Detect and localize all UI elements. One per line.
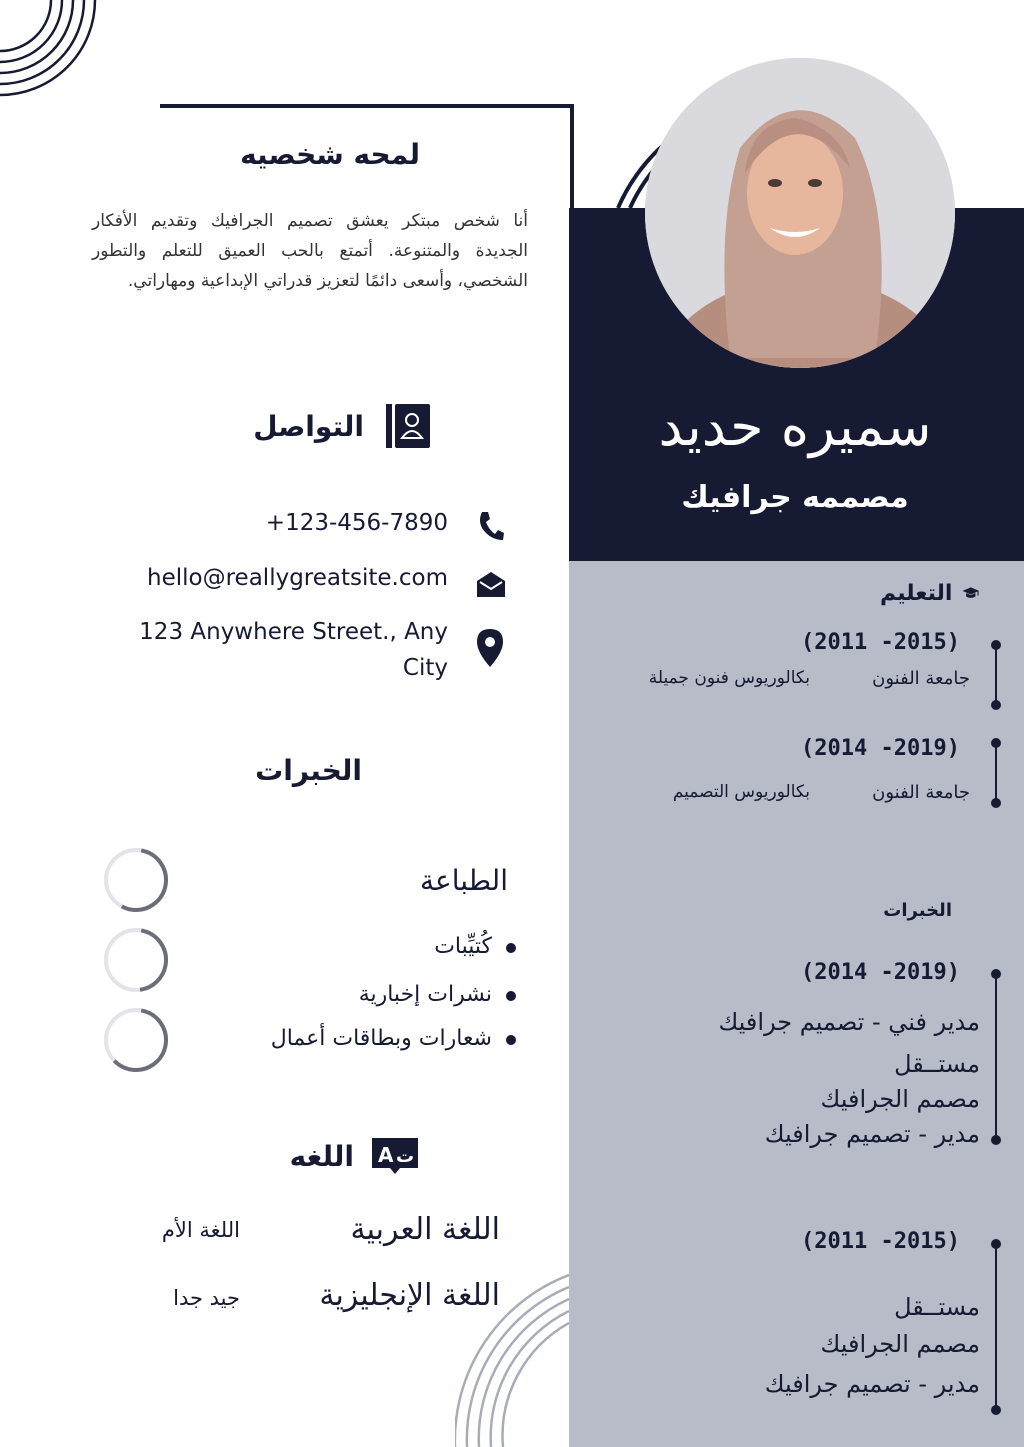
experience-line: مدير - تصميم جرافيك — [764, 1120, 980, 1148]
education-period: (2014 -2019) — [801, 736, 960, 761]
skill-ring-level — [101, 845, 171, 915]
education-school: جامعة الفنون — [872, 668, 970, 689]
skill-ring-level — [101, 925, 171, 995]
skill-item: كُتيِّبات — [200, 934, 516, 959]
education-degree: بكالوريوس فنون جميلة — [648, 668, 810, 688]
language-name: اللغة الإنجليزية — [319, 1278, 500, 1313]
experience-line: مستــقل — [894, 1050, 980, 1078]
experience-line: مدير - تصميم جرافيك — [764, 1370, 980, 1398]
education-school: جامعة الفنون — [872, 782, 970, 803]
contact-heading: التواصل — [240, 402, 430, 450]
translate-icon — [370, 1136, 420, 1176]
experience-line: مستــقل — [894, 1293, 980, 1321]
person-name: سميره حديد — [658, 395, 932, 458]
job-title: مصممه جرافيك — [681, 480, 909, 515]
education-period: (2011 -2015) — [801, 630, 960, 655]
svg-text:A: A — [378, 1143, 394, 1167]
experience-heading: الخبرات — [883, 900, 952, 921]
skill-ring-level — [101, 1005, 171, 1075]
timeline-experience-1 — [988, 966, 1004, 1150]
experience-line: مصمم الجرافيك — [820, 1085, 980, 1113]
svg-text:ت: ت — [396, 1146, 415, 1167]
phone-icon — [478, 510, 504, 542]
graduation-cap-icon — [962, 578, 980, 608]
profile-text: أنا شخص مبتكر يعشق تصميم الجرافيك وتقديم الأفكار الجديدة والمتنوعة. أتمتع بالحب العميق للتعلم والتطور الشخصي، وأسعى دائمًا لتعزيز قدراتي الإبداعية ومهاراتي. — [92, 211, 528, 291]
decor-arcs-top-left — [0, 0, 100, 100]
skill-item: نشرات إخبارية — [200, 982, 516, 1007]
experience-period: (2014 -2019) — [801, 960, 960, 985]
phone-text[interactable]: +123-456-7890 — [265, 510, 448, 536]
language-level: اللغة الأم — [161, 1218, 240, 1242]
timeline-education-1 — [988, 638, 1004, 714]
education-heading: التعليم — [880, 578, 980, 608]
profile-title: لمحه شخصيه — [240, 138, 420, 171]
language-name: اللغة العربية — [350, 1212, 500, 1247]
timeline-experience-2 — [988, 1236, 1004, 1420]
skills-category: الطباعة — [420, 864, 508, 897]
timeline-education-2 — [988, 736, 1004, 812]
frame-line-vertical — [570, 104, 574, 224]
skills-heading: الخبرات — [255, 754, 362, 787]
skill-level-rings — [100, 844, 174, 1076]
profile-photo — [645, 58, 955, 368]
education-degree: بكالوريوس التصميم — [672, 782, 810, 802]
contact-book-icon — [386, 402, 430, 450]
envelope-icon — [476, 570, 506, 598]
experience-period: (2011 -2015) — [801, 1229, 960, 1254]
location-pin-icon — [476, 628, 504, 668]
language-level: جيد جدا — [173, 1286, 240, 1310]
experience-line: مصمم الجرافيك — [820, 1330, 980, 1358]
language-heading: اللغه A ت — [240, 1136, 420, 1176]
frame-line-horizontal — [160, 104, 574, 108]
email-text[interactable]: hello@reallygreatsite.com — [147, 565, 448, 591]
skill-item: شعارات وبطاقات أعمال — [200, 1026, 516, 1051]
address-text: 123 Anywhere Street., Any City — [139, 619, 448, 681]
experience-line: مدير فني - تصميم جرافيك — [718, 1008, 980, 1036]
